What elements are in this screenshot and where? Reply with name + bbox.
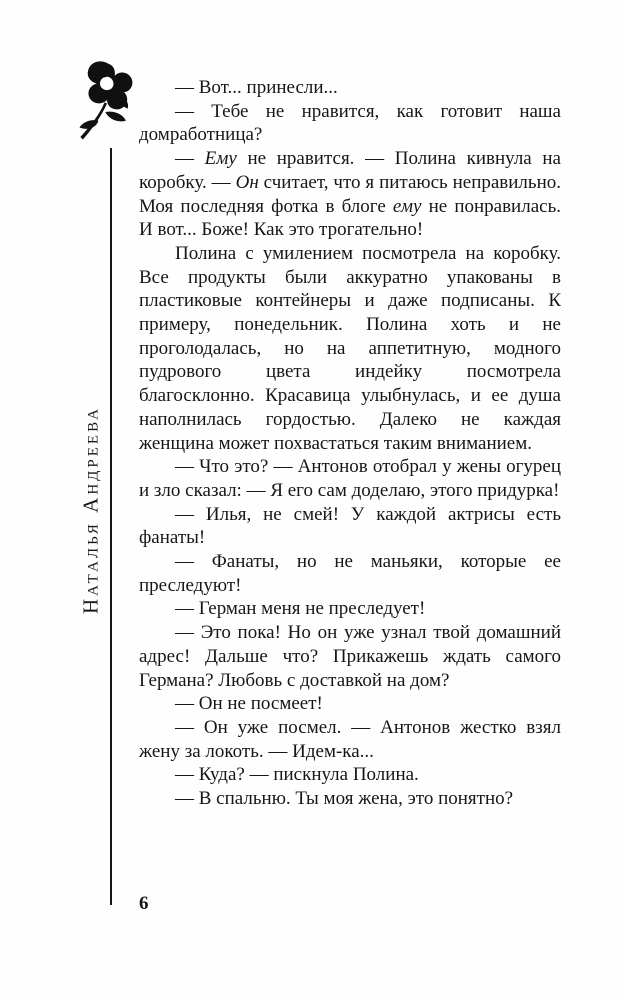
paragraph [139, 100, 561, 147]
paragraph [139, 597, 561, 621]
vertical-rule [110, 148, 112, 905]
text-segment: — Что это? — Антонов отобрал у жены огурец и зло сказал: — Я его сам доделаю, этого придурка! [139, 456, 561, 501]
italic-text-segment: Он [235, 171, 259, 193]
paragraph [139, 503, 561, 550]
text-segment: не нравится. — Полина кивнула на коробку. — [139, 148, 561, 193]
text-segment: — Тебе не нравится, как готовит наша домработница? [139, 100, 561, 146]
italic-text-segment: ему [392, 195, 422, 217]
paragraph [139, 692, 561, 716]
text-segment: не понравилась. И вот... Боже! Как это трогательно! [139, 195, 561, 241]
paragraph [139, 763, 561, 787]
text-segment: — [175, 148, 205, 170]
paragraph [139, 787, 561, 811]
text-segment: считает, что я питаюсь неправильно. Моя последняя фотка в блоге [139, 171, 562, 217]
text-segment: — В спальню. Ты моя жена, это понятно? [175, 788, 514, 810]
text-segment: — Илья, не смей! У каждой актрисы есть фанаты! [139, 503, 561, 549]
paragraph [139, 550, 561, 597]
text-segment: Полина с умилением посмотрела на коробку. Все продукты были аккуратно упакованы в пластиковые контейнеры и даже подписаны. К примеру, понедельник. Полина хоть и не проголодалась, но на аппетитную, модного пудрового цвета индейку посмотрела благосклонно. Красавица улыбнулась, и ее душа наполнилась гордостью. Далеко не каждая женщина может похвастаться таким вниманием. [139, 242, 561, 454]
flower-ornament-icon [64, 58, 150, 154]
paragraph [139, 76, 561, 100]
author-vertical-text: Наталья Андреева [78, 406, 103, 614]
text-segment: — Куда? — пискнула Полина. [175, 764, 419, 786]
text-segment: — Герман меня не преследует! [175, 598, 426, 620]
text-segment: — Он не посмеет! [175, 693, 323, 715]
italic-text-segment: Ему [204, 148, 237, 170]
text-segment: — Это пока! Но он уже узнал твой домашний адрес! Дальше что? Прикажешь ждать самого Германа? Любовь с доставкой на дом? [139, 622, 561, 691]
text-segment: — Вот... принесли... [175, 77, 338, 98]
paragraph [139, 621, 561, 692]
paragraph [139, 716, 561, 763]
paragraph [139, 455, 561, 502]
paragraph [139, 147, 561, 242]
text-segment: — Фанаты, но не маньяки, которые ее преследуют! [139, 551, 561, 596]
page-number: 6 [139, 893, 149, 914]
paragraph [139, 242, 561, 455]
text-segment: — Он уже посмел. — Антонов жестко взял жену за локоть. — Идем-ка... [139, 716, 561, 762]
body-text [139, 76, 561, 811]
